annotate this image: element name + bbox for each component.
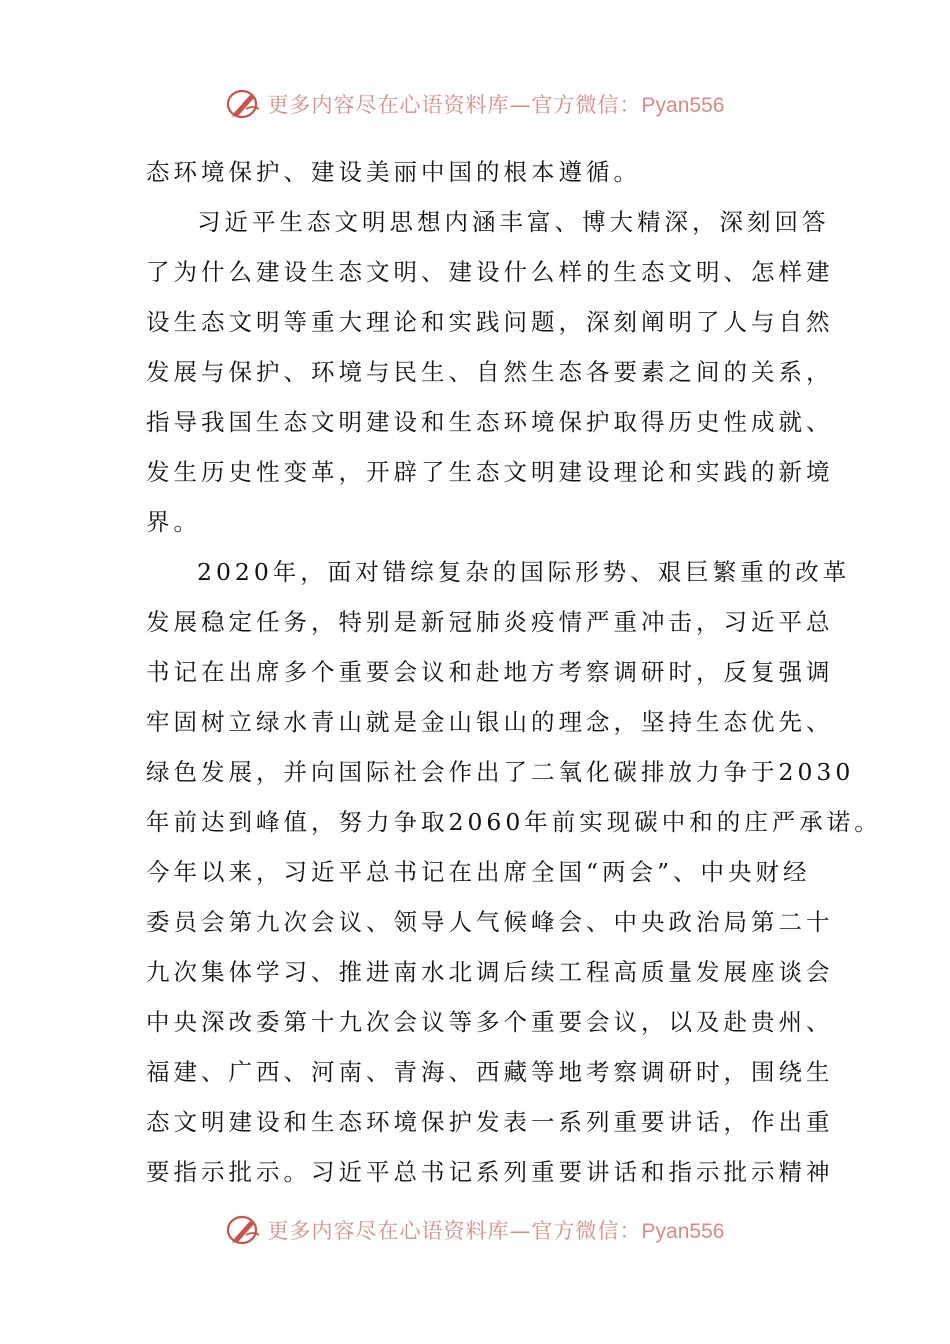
- text-line: 福建、广西、河南、青海、西藏等地考察调研时，围绕生: [146, 1058, 834, 1086]
- text-line: 要指示批示。习近平总书记系列重要讲话和指示批示精神: [146, 1158, 834, 1186]
- paragraph: [146, 197, 834, 547]
- pen-logo-icon: [226, 1213, 262, 1247]
- text-line: 书记在出席多个重要会议和赴地方考察调研时，反复强调: [146, 658, 834, 686]
- watermark-text: 更多内容尽在心语资料库—官方微信：Pyan556: [267, 1219, 725, 1243]
- text-line: 发展与保护、环境与民生、自然生态各要素之间的关系，: [146, 358, 834, 386]
- watermark-footer: [0, 1210, 950, 1250]
- text-line: 界。: [146, 508, 201, 536]
- watermark-text: 更多内容尽在心语资料库—官方微信：Pyan556: [267, 93, 725, 117]
- text-line: 2020年，面对错综复杂的国际形势、艰巨繁重的改革: [197, 558, 851, 586]
- document-body: [146, 147, 882, 1197]
- text-line: 习近平生态文明思想内涵丰富、博大精深，深刻回答: [197, 208, 830, 236]
- text-line: 牢固树立绿水青山就是金山银山的理念，坚持生态优先、: [146, 708, 834, 736]
- text-line: 九次集体学习、推进南水北调后续工程高质量发展座谈会: [146, 958, 834, 986]
- paragraph: [146, 547, 882, 1197]
- text-line: 指导我国生态文明建设和生态环境保护取得历史性成就、: [146, 408, 834, 436]
- text-line: 发生历史性变革，开辟了生态文明建设理论和实践的新境: [146, 458, 834, 486]
- text-line: 发展稳定任务，特别是新冠肺炎疫情严重冲击，习近平总: [146, 608, 834, 636]
- text-line: 态文明建设和生态环境保护发表一系列重要讲话，作出重: [146, 1108, 834, 1136]
- text-line: 绿色发展，并向国际社会作出了二氧化碳排放力争于2030: [146, 758, 855, 786]
- text-line: 中央深改委第十九次会议等多个重要会议，以及赴贵州、: [146, 1008, 834, 1036]
- pen-logo-icon: [226, 87, 262, 121]
- text-line: 设生态文明等重大理论和实践问题，深刻阐明了人与自然: [146, 308, 834, 336]
- text-line: 态环境保护、建设美丽中国的根本遵循。: [146, 158, 641, 186]
- text-line: 委员会第九次会议、领导人气候峰会、中央政治局第二十: [146, 908, 834, 936]
- paragraph: [146, 147, 808, 197]
- text-line: 今年以来，习近平总书记在出席全国“两会”、中央财经: [146, 858, 811, 886]
- text-line: 年前达到峰值，努力争取2060年前实现碳中和的庄严承诺。: [146, 808, 882, 836]
- watermark-header: [0, 84, 950, 124]
- text-line: 了为什么建设生态文明、建设什么样的生态文明、怎样建: [146, 258, 834, 286]
